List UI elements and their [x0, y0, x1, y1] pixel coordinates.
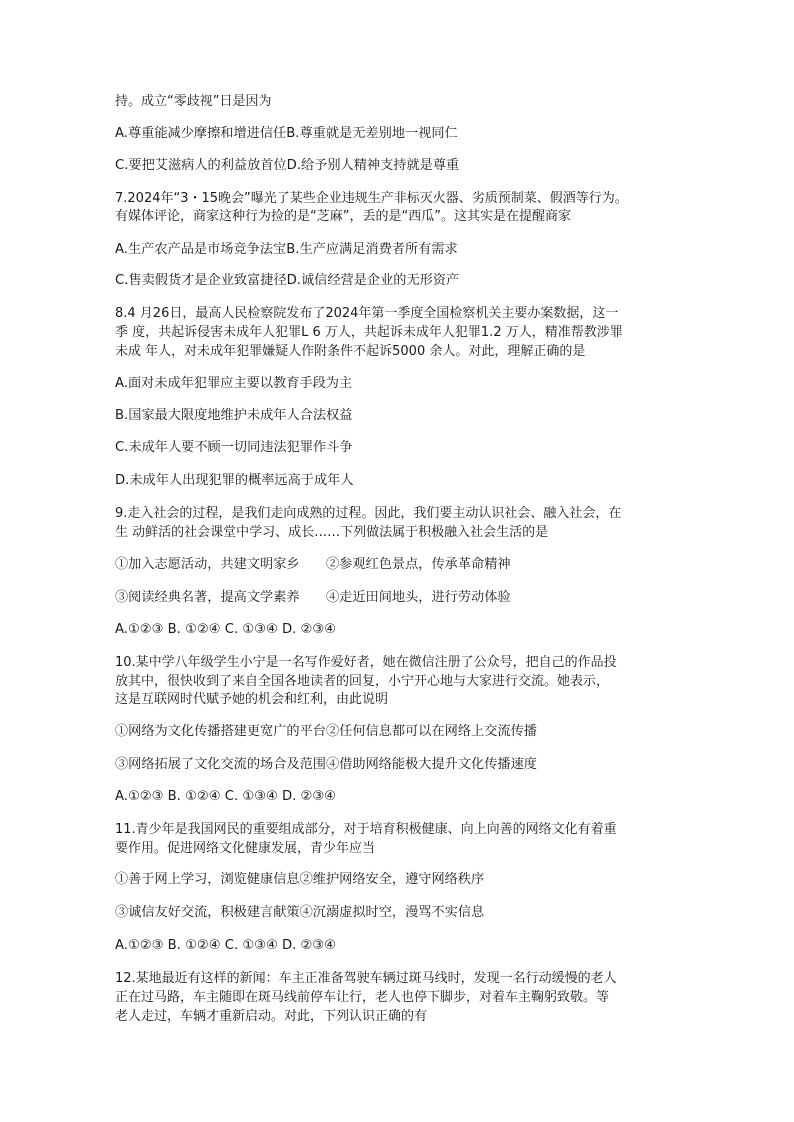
q6-options-ab: A.尊重能减少摩擦和增进信任B.尊重就是无差别地一视同仁 — [115, 126, 458, 141]
q7-options-cd: C.售卖假货才是企业致富捷径D.诚信经营是企业的无形资产 — [115, 273, 460, 288]
question-11-line-1: 11.青少年是我国网民的重要组成部分，对于培育积极健康、向上向善的网络文化有着重 — [115, 822, 617, 837]
question-9-line-2: 生 动鲜活的社会课堂中学习、成长……下列做法属于积极融入社会生活的是 — [115, 525, 549, 540]
question-10-line-2: 放其中，很快收到了来自全国各地读者的回复，小宁开心地与大家进行交流。她表示， — [115, 674, 610, 689]
q11-choices: A.①②③ B. ①②④ C. ①③④ D. ②③④ — [115, 938, 336, 953]
question-6-stem-tail: 持。成立“零歧视”日是因为 — [115, 94, 272, 109]
q7-options-ab: A.生产农产品是市场竞争法宝B.生产应满足消费者所有需求 — [115, 242, 458, 257]
q10-choices: A.①②③ B. ①②④ C. ①③④ D. ②③④ — [115, 789, 336, 804]
q11-items-12: ①善于网上学习，浏览健康信息②维护网络安全，遵守网络秩序 — [115, 872, 485, 887]
q11-items-34: ③诚信友好交流，积极建言献策④沉溺虚拟时空，漫骂不实信息 — [115, 905, 485, 920]
question-8-line-2: 季 度，共起诉侵害未成年人犯罪L 6 万人，共起诉未成年人犯罪1.2 万人，精准帮教涉罪 — [115, 325, 623, 340]
question-10-line-1: 10.某中学八年级学生小宁是一名写作爱好者，她在微信注册了公众号，把自己的作品投 — [115, 655, 617, 670]
q8-option-b: B.国家最大限度地维护未成年人合法权益 — [115, 408, 353, 423]
question-10-line-3: 这是互联网时代赋予她的机会和红利，由此说明 — [115, 692, 389, 707]
question-7-line-2: 有媒体评论，商家这种行为捡的是“芝麻”，丢的是“西瓜”。这其实是在提醒商家 — [115, 209, 571, 224]
question-11-line-2: 要作用。促进网络文化健康发展，青少年应当 — [115, 841, 376, 856]
q9-choices: A.①②③ B. ①②④ C. ①③④ D. ②③④ — [115, 622, 336, 637]
question-7-line-1: 7.2024年“3・15晚会”曝光了某些企业违规生产非标灭火器、劣质预制菜、假酒等行为。 — [115, 191, 628, 206]
question-12-line-3: 老人走过，车辆才重新启动。对此，下列认识正确的有 — [115, 1009, 428, 1024]
q6-options-cd: C.要把艾滋病人的利益放首位D.给予别人精神支持就是尊重 — [115, 158, 460, 173]
q10-items-34: ③网络拓展了文化交流的场合及范围④借助网络能极大提升文化传播速度 — [115, 757, 537, 772]
q8-option-d: D.未成年人出现犯罪的概率远高于成年人 — [115, 473, 354, 488]
q8-option-c: C.未成年人要不顾一切同违法犯罪作斗争 — [115, 440, 353, 455]
question-12-line-2: 正在过马路，车主随即在斑马线前停车让行，老人也停下脚步，对着车主鞠躬致敬。等 — [115, 990, 610, 1005]
question-8-line-3: 未成 年人，对未成年犯罪嫌疑人作附条件不起诉5000 余人。对此，理解正确的是 — [115, 344, 586, 359]
q9-items-34: ③阅读经典名著，提高文学素养 ④走近田间地头，进行劳动体验 — [115, 590, 511, 605]
q8-option-a: A.面对未成年犯罪应主要以教育手段为主 — [115, 376, 353, 391]
question-12-line-1: 12.某地最近有这样的新闻：车主正准备驾驶车辆过斑马线时，发现一名行动缓慢的老人 — [115, 971, 617, 986]
q9-items-12: ①加入志愿活动，共建文明家乡 ②参观红色景点，传承革命精神 — [115, 557, 511, 572]
question-8-line-1: 8.4 月26日，最高人民检察院发布了2024年第一季度全国检察机关主要办案数据，这一 — [115, 306, 619, 321]
question-9-line-1: 9.走入社会的过程，是我们走向成熟的过程。因此，我们要主动认识社会、融入社会，在 — [115, 506, 622, 521]
q10-items-12: ①网络为文化传播搭建更宽广的平台②任何信息都可以在网络上交流传播 — [115, 724, 537, 739]
